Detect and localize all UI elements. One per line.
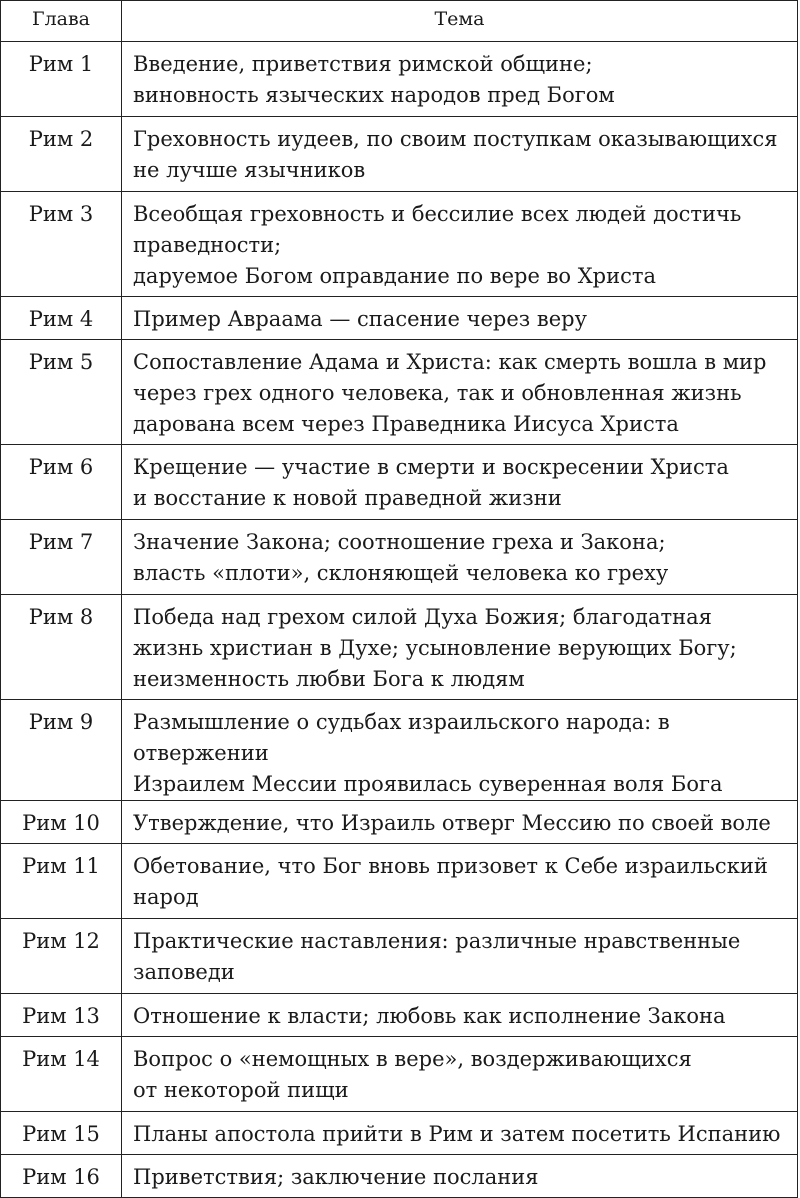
chapter-cell: Рим 12	[1, 919, 122, 994]
chapter-cell: Рим 11	[1, 844, 122, 919]
theme-cell: Утверждение, что Израиль отверг Мессию по своей воле	[122, 801, 798, 844]
theme-cell: Сопоставление Адама и Христа: как смерть вошла в мир через грех одного человека, так и обновленная жизнь дарована всем через Праведника Иисуса Христа	[122, 340, 798, 445]
theme-cell: Победа над грехом силой Духа Божия; благодатная жизнь христиан в Духе; усыновление верующих Богу; неизменность любви Бога к людям	[122, 595, 798, 700]
chapter-cell: Рим 4	[1, 297, 122, 340]
header-row	[1, 1, 798, 42]
chapter-cell: Рим 14	[1, 1037, 122, 1112]
table-row	[1, 801, 798, 844]
table-row	[1, 1037, 798, 1112]
theme-cell: Греховность иудеев, по своим поступкам оказывающихся не лучше язычников	[122, 117, 798, 192]
table-row	[1, 520, 798, 595]
theme-cell: Планы апостола прийти в Рим и затем посетить Испанию	[122, 1112, 798, 1155]
table-row	[1, 844, 798, 919]
theme-cell: Вопрос о «немощных в вере», воздерживающихся от некоторой пищи	[122, 1037, 798, 1112]
header-chapter: Глава	[1, 1, 122, 42]
table-row	[1, 42, 798, 117]
table-row	[1, 595, 798, 700]
theme-cell: Обетование, что Бог вновь призовет к Себе израильский народ	[122, 844, 798, 919]
table-row	[1, 340, 798, 445]
theme-cell: Приветствия; заключение послания	[122, 1155, 798, 1198]
theme-cell: Введение, приветствия римской общине; виновность языческих народов пред Богом	[122, 42, 798, 117]
chapter-cell: Рим 7	[1, 520, 122, 595]
chapter-cell: Рим 9	[1, 700, 122, 801]
table-row	[1, 1112, 798, 1155]
header-theme: Тема	[122, 1, 798, 42]
chapter-cell: Рим 2	[1, 117, 122, 192]
chapter-cell: Рим 15	[1, 1112, 122, 1155]
chapter-cell: Рим 3	[1, 192, 122, 297]
table-row	[1, 700, 798, 801]
theme-cell: Размышление о судьбах израильского народа: в отвержении Израилем Мессии проявилась суверенная воля Бога	[122, 700, 798, 801]
chapter-cell: Рим 1	[1, 42, 122, 117]
table-row	[1, 297, 798, 340]
theme-cell: Крещение — участие в смерти и воскресении Христа и восстание к новой праведной жизни	[122, 445, 798, 520]
chapter-cell: Рим 16	[1, 1155, 122, 1198]
chapter-cell: Рим 13	[1, 994, 122, 1037]
table-row	[1, 192, 798, 297]
table-row	[1, 919, 798, 994]
chapter-cell: Рим 6	[1, 445, 122, 520]
table-row	[1, 117, 798, 192]
chapter-cell: Рим 10	[1, 801, 122, 844]
theme-cell: Значение Закона; соотношение греха и Закона; власть «плоти», склоняющей человека ко греху	[122, 520, 798, 595]
theme-cell: Всеобщая греховность и бессилие всех людей достичь праведности; даруемое Богом оправдание по вере во Христа	[122, 192, 798, 297]
table-row	[1, 994, 798, 1037]
chapter-cell: Рим 5	[1, 340, 122, 445]
table-row	[1, 445, 798, 520]
chapter-cell: Рим 8	[1, 595, 122, 700]
theme-cell: Практические наставления: различные нравственные заповеди	[122, 919, 798, 994]
theme-cell: Отношение к власти; любовь как исполнение Закона	[122, 994, 798, 1037]
theme-cell: Пример Авраама — спасение через веру	[122, 297, 798, 340]
